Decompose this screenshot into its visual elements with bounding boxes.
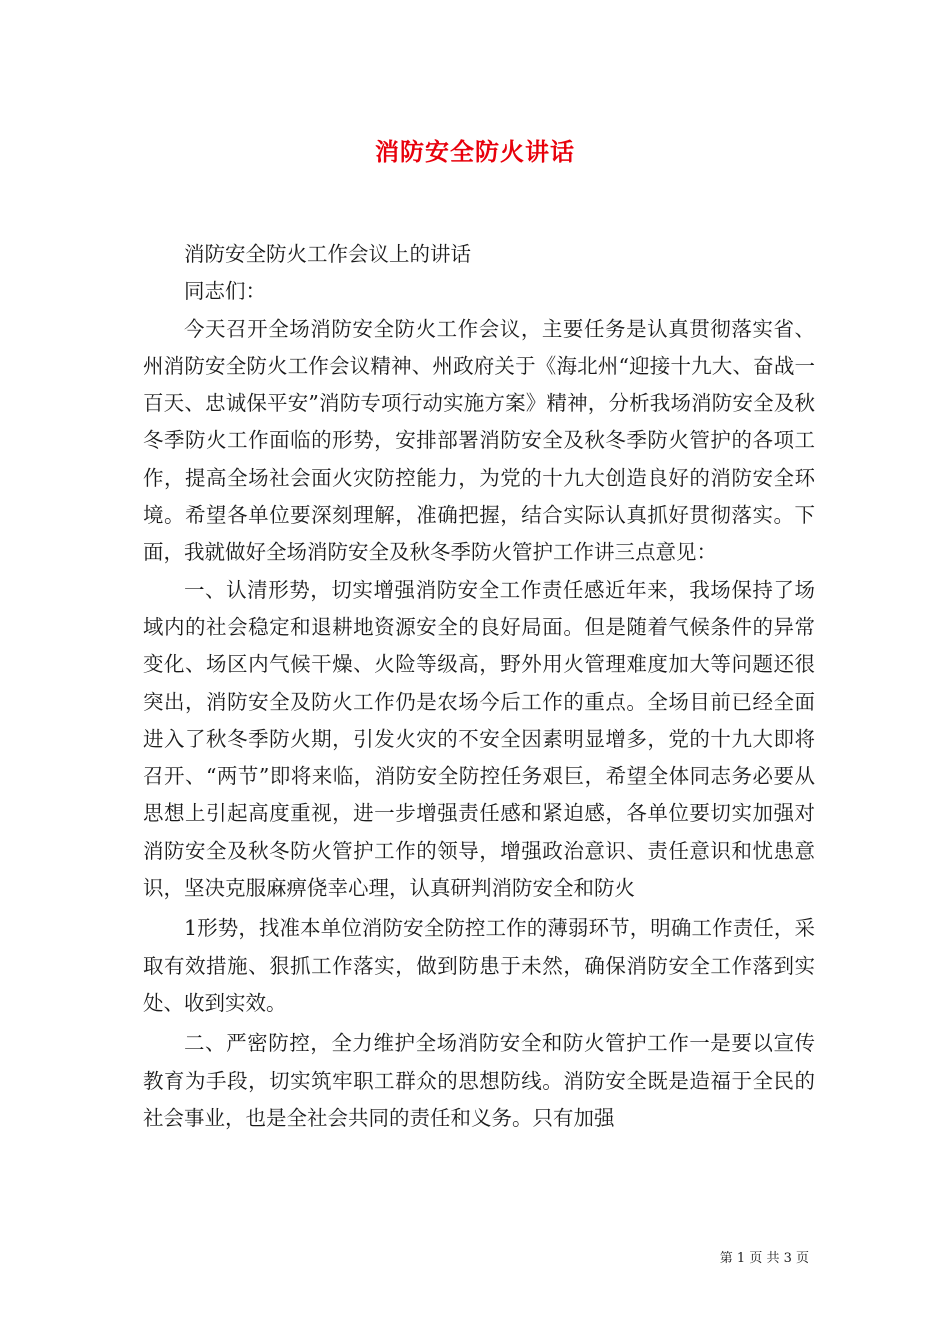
paragraph-intro: 今天召开全场消防安全防火工作会议，主要任务是认真贯彻落实省、州消防安全防火工作会议精神、州政府关于《海北州“迎接十九大、奋战一百天、忠诚保平安”消防专项行动实施方案》精神，分析我场消防安全及秋冬季防火工作面临的形势，安排部署消防安全及秋冬季防火管护的各项工作，提高全场社会面火灾防控能力，为党的十九大创造良好的消防安全环境。希望各单位要深刻理解，准确把握，结合实际认真抓好贯彻落实。下面，我就做好全场消防安全及秋冬季防火管护工作讲三点意见： [143,316,815,565]
paragraph-salutation: 同志们： [184,279,266,304]
document-body [143,236,815,1137]
paragraph-subtitle: 消防安全防火工作会议上的讲话 [184,242,471,266]
paragraph-section-two: 二、严密防控，全力维护全场消防安全和防火管护工作一是要以宣传教育为手段，切实筑牢职工群众的思想防线。消防安全既是造福于全民的社会事业，也是全社会共同的责任和义务。只有加强 [143,1031,815,1130]
paragraph-section-one-continued: 1形势，找准本单位消防安全防控工作的薄弱环节，明确工作责任，采取有效措施、狠抓工作落实，做到防患于未然，确保消防安全工作落到实处、收到实效。 [143,916,815,1015]
paragraph-section-one: 一、认清形势，切实增强消防安全工作责任感近年来，我场保持了场域内的社会稳定和退耕地资源安全的良好局面。但是随着气候条件的异常变化、场区内气候干燥、火险等级高，野外用火管理难度加大等问题还很突出，消防安全及防火工作仍是农场今后工作的重点。全场目前已经全面进入了秋冬季防火期，引发火灾的不安全因素明显增多，党的十九大即将召开、“两节”即将来临，消防安全防控任务艰巨，希望全体同志务必要从思想上引起高度重视，进一步增强责任感和紧迫感，各单位要切实加强对消防安全及秋冬防火管护工作的领导，增强政治意识、责任意识和忧患意识，坚决克服麻痹侥幸心理，认真研判消防安全和防火 [143,577,815,901]
document-title: 消防安全防火讲话 [375,137,575,166]
page-number: 第 1 页 共 3 页 [719,1251,809,1266]
